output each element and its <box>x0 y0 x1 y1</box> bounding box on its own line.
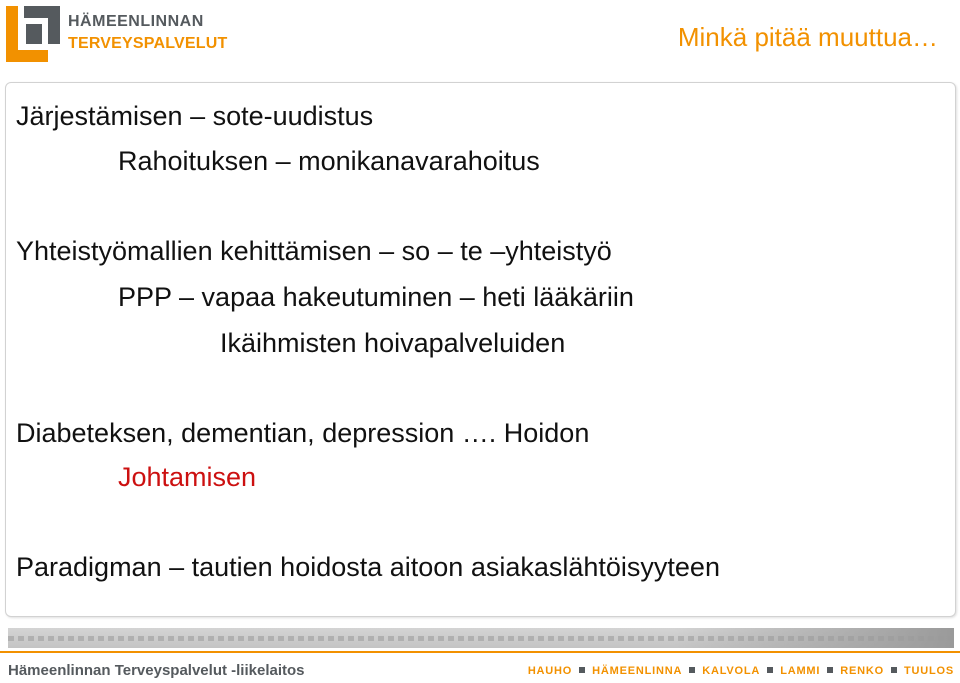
separator-square-icon <box>767 667 773 673</box>
separator-square-icon <box>827 667 833 673</box>
content-line-7-highlight: Johtamisen <box>118 462 257 492</box>
slide-header <box>0 0 960 80</box>
content-line-1: Järjestämisen – sote-uudistus <box>16 101 374 131</box>
footer-dash-strip <box>8 628 954 648</box>
content-line-3: Yhteistyömallien kehittämisen – so – te –yhteistyö <box>16 236 612 266</box>
footer-organization: Hämeenlinnan Terveyspalvelut -liikelaitos <box>8 662 305 679</box>
separator-square-icon <box>579 667 585 673</box>
footer-location: KALVOLA <box>702 665 761 677</box>
separator-square-icon <box>891 667 897 673</box>
logo-line-2: TERVEYSPALVELUT <box>68 35 228 52</box>
footer-location: LAMMI <box>780 665 821 677</box>
content-box <box>5 82 956 617</box>
content-line-2: Rahoituksen – monikanavarahoitus <box>118 146 540 176</box>
footer-location: RENKO <box>840 665 884 677</box>
logo <box>4 4 228 66</box>
footer-location: HAUHO <box>527 665 573 677</box>
separator-square-icon <box>689 667 695 673</box>
slide-title: Minkä pitää muuttua… <box>677 22 938 52</box>
footer-strip-fade <box>674 628 954 648</box>
footer-location: HÄMEENLINNA <box>592 665 683 677</box>
content-line-8: Paradigman – tautien hoidosta aitoon asiakaslähtöisyyteen <box>16 552 720 582</box>
content-line-5: Ikäihmisten hoivapalveluiden <box>220 328 566 358</box>
footer-divider <box>0 651 960 653</box>
content-line-4: PPP – vapaa hakeutuminen – heti lääkäriin <box>118 282 634 312</box>
footer-locations <box>528 665 954 677</box>
logo-mark-icon <box>4 4 62 64</box>
content-line-6: Diabeteksen, dementian, depression …. Hoidon <box>16 418 590 448</box>
logo-text <box>68 14 227 52</box>
footer-location: TUULOS <box>903 665 954 677</box>
logo-line-1: HÄMEENLINNAN <box>68 13 204 30</box>
